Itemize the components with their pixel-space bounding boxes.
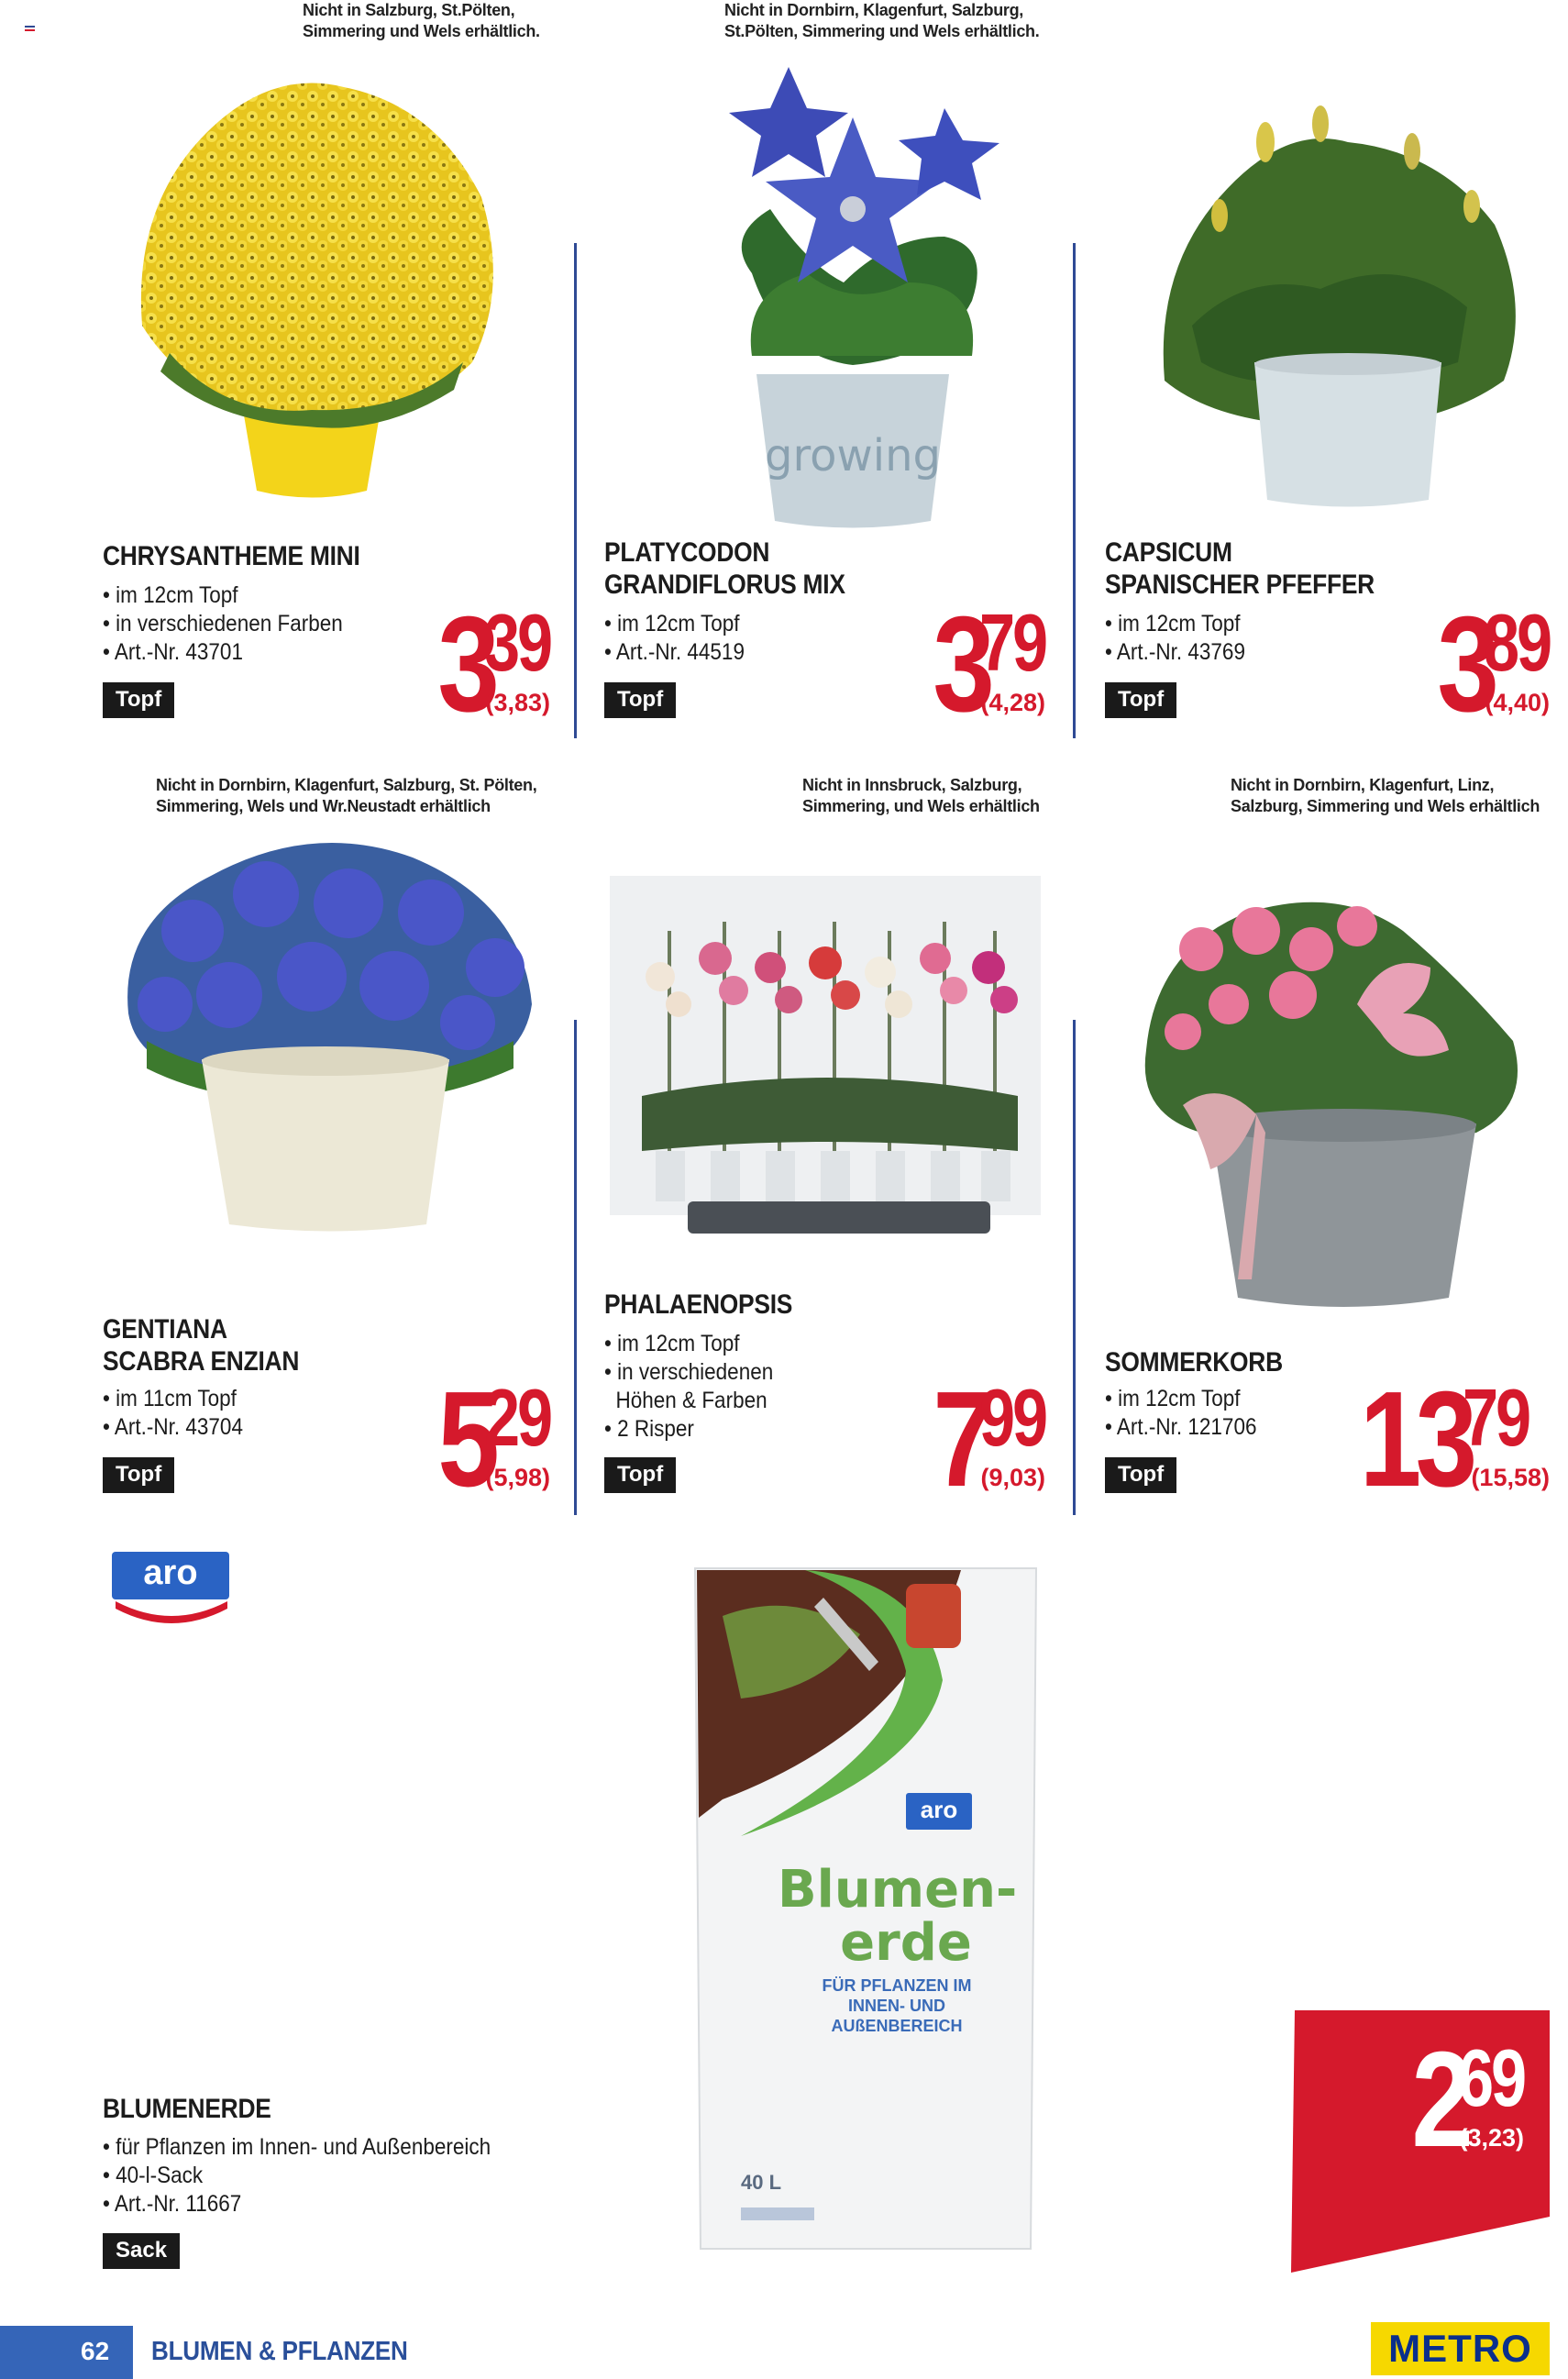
metro-logo: METRO	[1371, 2322, 1550, 2375]
price-integer: 7	[933, 1364, 988, 1515]
gentian-photo	[110, 830, 550, 1234]
chrysanthemum-photo	[105, 50, 518, 500]
price-cents: 79	[1463, 1372, 1529, 1463]
product-details: • im 12cm Topf • Art.-Nr. 44519	[604, 611, 745, 665]
divider	[1073, 243, 1076, 738]
price	[437, 1364, 550, 1515]
price-gross: (4,28)	[980, 689, 1045, 716]
price	[1360, 1364, 1550, 1515]
soil-bag-photo: aro Blumen- erde FÜR PFLANZEN IM INNEN- UND AUßENBEREICH 40 L	[686, 1561, 1045, 2258]
unit-tag: Sack	[103, 2233, 180, 2269]
product-title: BLUMENERDE	[103, 2094, 271, 2124]
price	[437, 589, 550, 740]
unit-tag: Topf	[1105, 682, 1176, 718]
product-details: • im 12cm Topf • in verschiedenen Farben • Art.-Nr. 43701	[103, 582, 343, 665]
product-title: PLATYCODON GRANDIFLORUS MIX	[604, 537, 845, 600]
page-number: 62	[81, 2337, 110, 2365]
page-number-box	[0, 2326, 133, 2379]
unit-tag: Topf	[1105, 1457, 1176, 1493]
svg-text:growing: growing	[765, 430, 941, 481]
product-title: SOMMERKORB	[1105, 1347, 1283, 1378]
platycodon-photo	[669, 53, 1036, 530]
section-title: BLUMEN & PFLANZEN	[151, 2337, 408, 2366]
price-gross: (15,58)	[1471, 1464, 1550, 1491]
price-cents: 39	[484, 597, 550, 688]
availability-note: Nicht in Salzburg, St.Pölten, Simmering und Wels erhältlich.	[303, 1, 540, 40]
unit-tag: Topf	[103, 682, 174, 718]
price-integer: 5	[437, 1364, 493, 1515]
price-integer: 3	[933, 589, 988, 740]
aro-logo: aro	[112, 1552, 231, 1625]
price-cents: 99	[979, 1372, 1045, 1463]
price-integer: 13	[1360, 1364, 1472, 1515]
price	[933, 589, 1045, 740]
price-integer: 3	[437, 589, 493, 740]
price	[1437, 589, 1550, 740]
product-details: • für Pflanzen im Innen- und Außenbereich • 40-l-Sack • Art.-Nr. 11667	[103, 2134, 491, 2217]
phalaenopsis-photo	[605, 876, 1045, 1279]
product-title: PHALAENOPSIS	[604, 1289, 793, 1320]
price	[1411, 2024, 1524, 2175]
price-cents: 29	[484, 1372, 550, 1463]
unit-tag: Topf	[604, 682, 676, 718]
availability-note: Nicht in Dornbirn, Klagenfurt, Salzburg, St. Pölten, Simmering, Wels und Wr.Neustadt erhältlich	[156, 776, 537, 815]
price-gross: (3,23)	[1459, 2124, 1524, 2152]
price-gross: (4,40)	[1485, 689, 1550, 716]
product-title: GENTIANA SCABRA ENZIAN	[103, 1314, 300, 1377]
product-details: • im 12cm Topf • Art.-Nr. 121706	[1105, 1386, 1257, 1440]
price-gross: (5,98)	[485, 1464, 550, 1491]
product-title: CAPSICUM SPANISCHER PFEFFER	[1105, 537, 1375, 600]
summer-basket-photo	[1128, 894, 1531, 1325]
product-details: • im 12cm Topf • in verschiedenen Höhen & Farben • 2 Risper	[604, 1331, 774, 1442]
unit-tag: Topf	[604, 1457, 676, 1493]
price-integer: 2	[1411, 2024, 1467, 2175]
price-gross: (3,83)	[485, 689, 550, 716]
divider	[1073, 1020, 1076, 1515]
divider	[574, 1020, 577, 1515]
product-details: • im 12cm Topf • Art.-Nr. 43769	[1105, 611, 1245, 665]
price	[933, 1364, 1045, 1515]
flag-mark	[25, 26, 35, 31]
price-integer: 3	[1437, 589, 1493, 740]
product-details: • im 11cm Topf • Art.-Nr. 43704	[103, 1386, 243, 1440]
capsicum-photo	[1137, 87, 1540, 518]
availability-note: Nicht in Dornbirn, Klagenfurt, Linz, Salzburg, Simmering und Wels erhältlich	[1231, 776, 1540, 815]
product-title: CHRYSANTHEME MINI	[103, 541, 360, 571]
price-gross: (9,03)	[980, 1464, 1045, 1491]
price-cents: 79	[979, 597, 1045, 688]
price-cents: 69	[1458, 2032, 1524, 2123]
price-cents: 89	[1484, 597, 1550, 688]
unit-tag: Topf	[103, 1457, 174, 1493]
availability-note: Nicht in Dornbirn, Klagenfurt, Salzburg, St.Pölten, Simmering und Wels erhältlich.	[724, 1, 1040, 40]
availability-note: Nicht in Innsbruck, Salzburg, Simmering, und Wels erhältlich	[802, 776, 1040, 815]
divider	[574, 243, 577, 738]
